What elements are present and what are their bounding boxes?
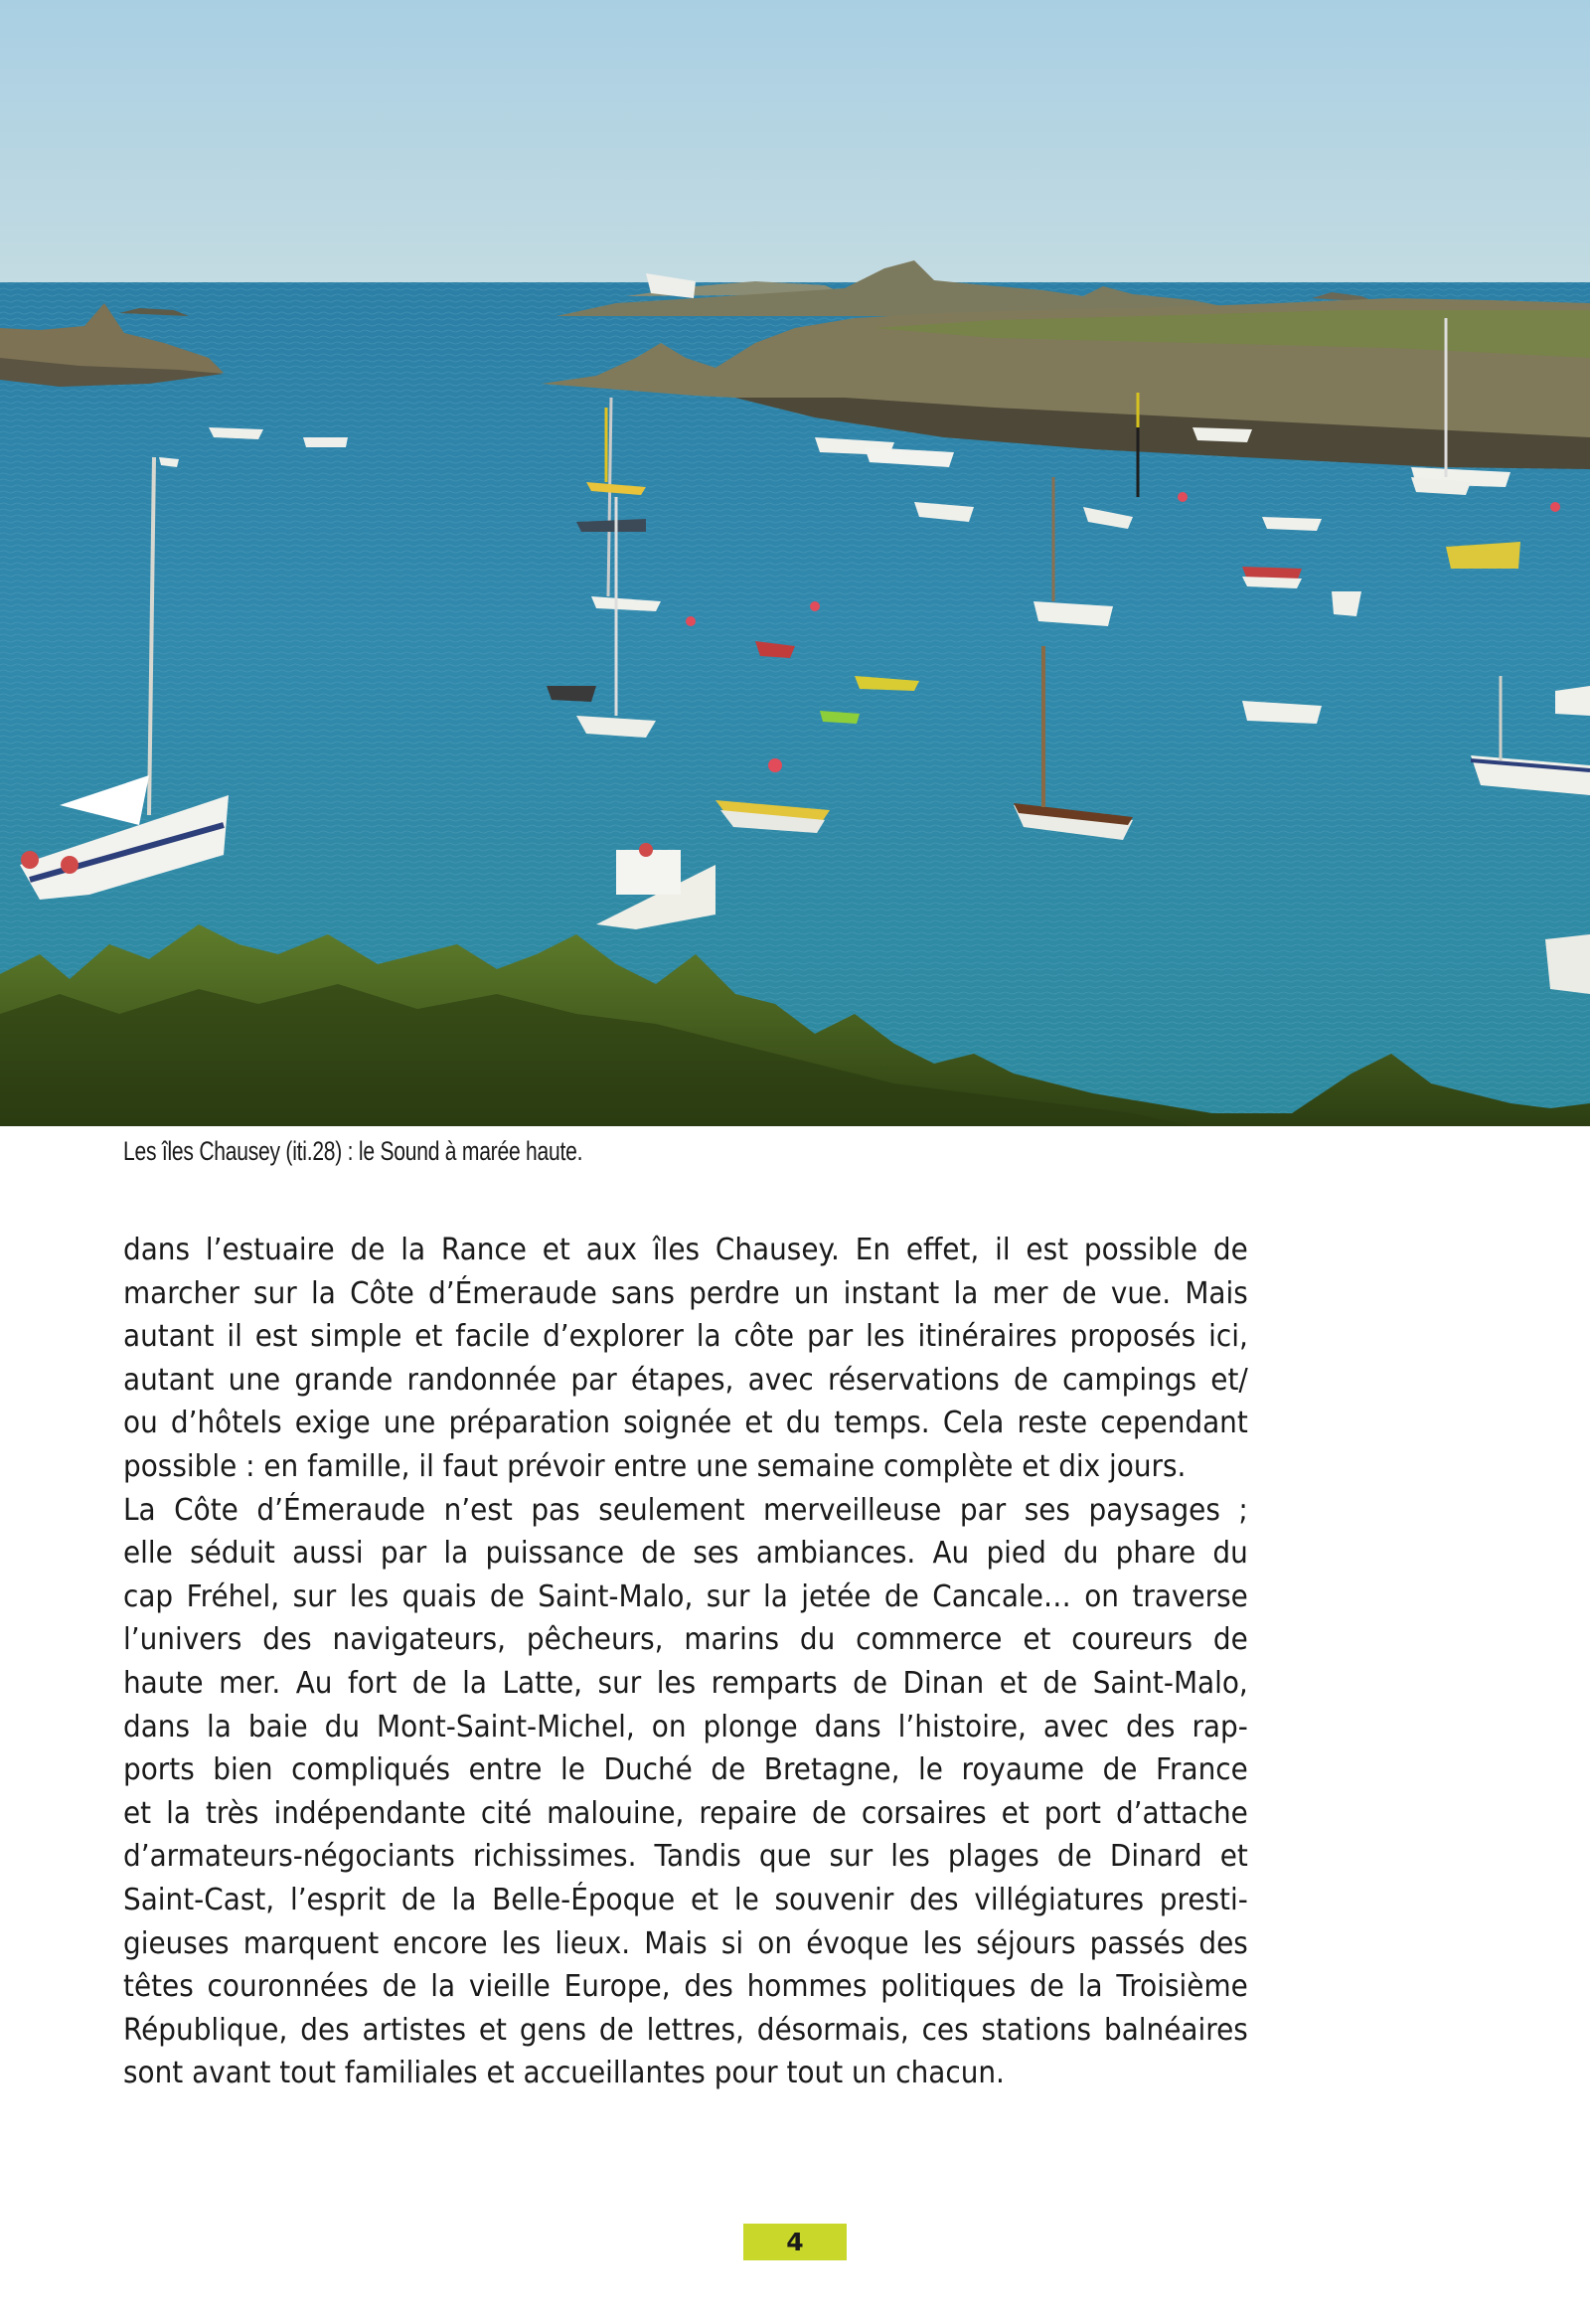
text-line: Saint-Cast, l’esprit de la Belle-Époque et le souvenir des villégiatures presti- bbox=[123, 1882, 1248, 1917]
text-line: têtes couronnées de la vieille Europe, des hommes politiques de la Troisième bbox=[123, 1969, 1248, 2005]
text-line: l’univers des navigateurs, pêcheurs, marins du commerce et coureurs de bbox=[123, 1622, 1248, 1658]
text-line: autant il est simple et facile d’explorer la côte par les itinéraires proposés ici, bbox=[123, 1319, 1248, 1355]
text-line: dans l’estuaire de la Rance et aux îles Chausey. En effet, il est possible de bbox=[123, 1233, 1248, 1267]
text-line: sont avant tout familiales et accueillantes pour tout un chacun. bbox=[123, 2056, 1005, 2091]
text-line: ou d’hôtels exige une préparation soignée et du temps. Cela reste cependant bbox=[123, 1406, 1248, 1441]
text-line: et la très indépendante cité malouine, repaire de corsaires et port d’attache bbox=[123, 1795, 1248, 1831]
text-line: possible : en famille, il faut prévoir entre une semaine complète et dix jours. bbox=[123, 1448, 1187, 1484]
seascape-illustration bbox=[0, 0, 1590, 1126]
text-line: dans la baie du Mont-Saint-Michel, on plonge dans l’histoire, avec des rap- bbox=[123, 1709, 1248, 1744]
text-line: gieuses marquent encore les lieux. Mais si on évoque les séjours passés des bbox=[123, 1925, 1248, 1961]
text-line: ports bien compliqués entre le Duché de Bretagne, le royaume de France bbox=[123, 1752, 1248, 1788]
text-line: cap Fréhel, sur les quais de Saint-Malo, sur la jetée de Cancale… on traverse bbox=[123, 1578, 1248, 1614]
text-line: marcher sur la Côte d’Émeraude sans perdre un instant la mer de vue. Mais bbox=[123, 1275, 1248, 1311]
text-line: République, des artistes et gens de lettres, désormais, ces stations balnéaires bbox=[123, 2012, 1248, 2048]
photo-iles-chausey bbox=[0, 0, 1590, 1126]
page-number: 4 bbox=[786, 2228, 804, 2256]
text-line: d’armateurs-négociants richissimes. Tandis que sur les plages de Dinard et bbox=[123, 1839, 1248, 1875]
page-number-badge bbox=[743, 2224, 847, 2260]
body-paragraph bbox=[123, 1229, 1248, 2095]
text-line: La Côte d’Émeraude n’est pas seulement merveilleuse par ses paysages ; bbox=[123, 1492, 1248, 1528]
photo-caption: Les îles Chausey (iti.28) : le Sound à marée haute. bbox=[123, 1136, 583, 1166]
text-line: elle séduit aussi par la puissance de ses ambiances. Au pied du phare du bbox=[123, 1536, 1248, 1572]
text-line: haute mer. Au fort de la Latte, sur les remparts de Dinan et de Saint-Malo, bbox=[123, 1665, 1248, 1701]
text-line: autant une grande randonnée par étapes, avec réservations de campings et/ bbox=[123, 1362, 1248, 1398]
